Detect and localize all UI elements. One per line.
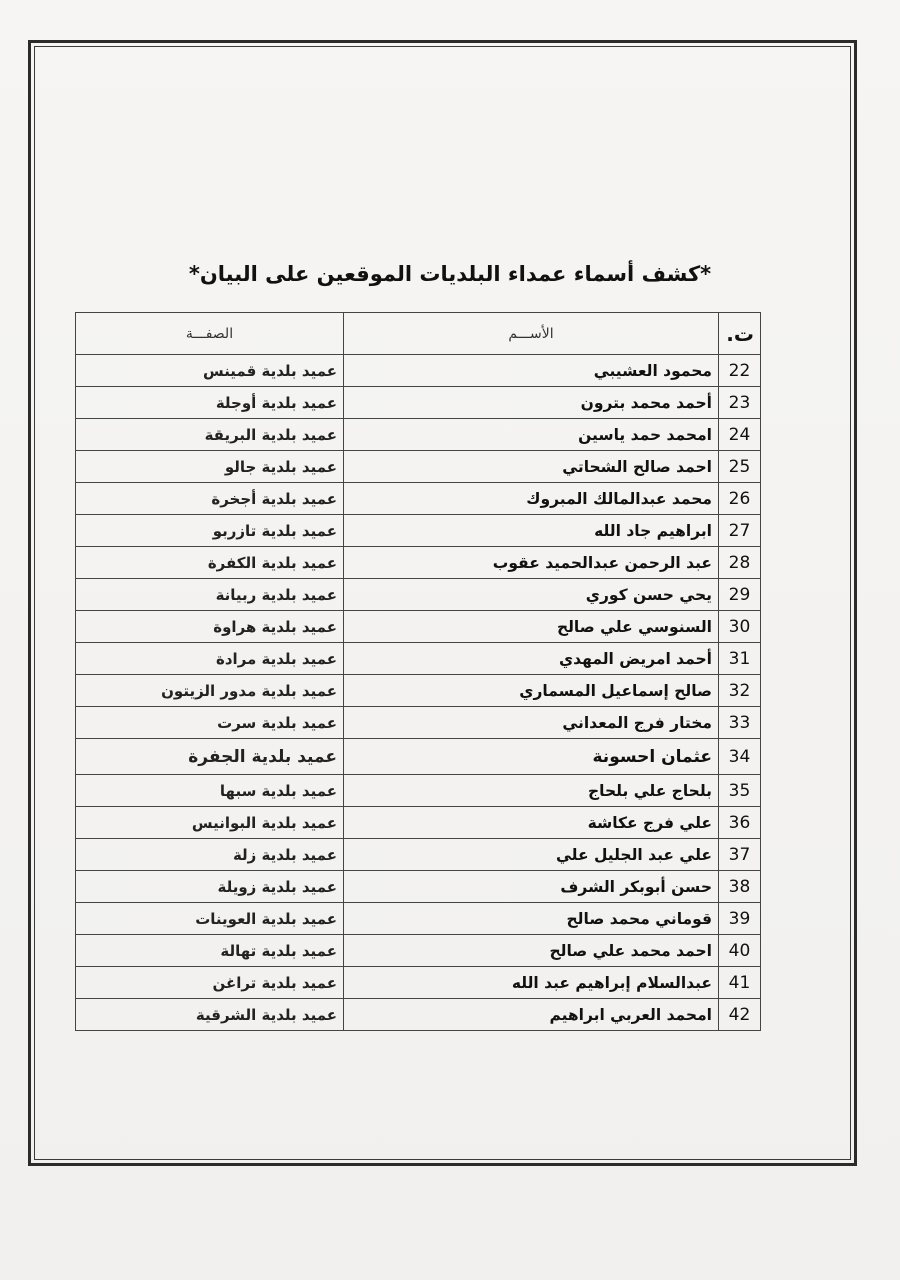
row-number: 25 bbox=[719, 451, 761, 483]
row-title: عميد بلدية سرت bbox=[76, 707, 344, 739]
row-name: حسن أبوبكر الشرف bbox=[344, 871, 719, 903]
row-title: عميد بلدية العوينات bbox=[76, 903, 344, 935]
row-title: عميد بلدية هراوة bbox=[76, 611, 344, 643]
row-title: عميد بلدية زلة bbox=[76, 839, 344, 871]
row-title: عميد بلدية الشرقية bbox=[76, 999, 344, 1031]
row-name: قوماني محمد صالح bbox=[344, 903, 719, 935]
row-number: 40 bbox=[719, 935, 761, 967]
row-number: 23 bbox=[719, 387, 761, 419]
row-number: 41 bbox=[719, 967, 761, 999]
table-row bbox=[76, 611, 761, 643]
table-row bbox=[76, 739, 761, 775]
row-number: 24 bbox=[719, 419, 761, 451]
table-row bbox=[76, 451, 761, 483]
row-name: بلحاج علي بلحاج bbox=[344, 775, 719, 807]
row-number: 32 bbox=[719, 675, 761, 707]
row-name: عثمان احسونة bbox=[344, 739, 719, 775]
table-row bbox=[76, 643, 761, 675]
row-title: عميد بلدية أوجلة bbox=[76, 387, 344, 419]
header-number: ت. bbox=[719, 313, 761, 355]
table-row bbox=[76, 483, 761, 515]
table-row bbox=[76, 515, 761, 547]
row-title: عميد بلدية تهالة bbox=[76, 935, 344, 967]
table-row bbox=[76, 419, 761, 451]
mayors-table bbox=[75, 312, 761, 1031]
table-body bbox=[76, 355, 761, 1031]
row-number: 37 bbox=[719, 839, 761, 871]
table-row bbox=[76, 871, 761, 903]
header-name: الأســـم bbox=[344, 313, 719, 355]
row-number: 27 bbox=[719, 515, 761, 547]
row-name: أحمد امريض المهدي bbox=[344, 643, 719, 675]
table-row bbox=[76, 935, 761, 967]
row-number: 34 bbox=[719, 739, 761, 775]
row-number: 31 bbox=[719, 643, 761, 675]
row-title: عميد بلدية البريقة bbox=[76, 419, 344, 451]
table-row bbox=[76, 903, 761, 935]
row-name: احمد صالح الشحاتي bbox=[344, 451, 719, 483]
table-row bbox=[76, 579, 761, 611]
row-number: 33 bbox=[719, 707, 761, 739]
row-title: عميد بلدية جالو bbox=[76, 451, 344, 483]
table-row bbox=[76, 839, 761, 871]
row-name: السنوسي علي صالح bbox=[344, 611, 719, 643]
row-title: عميد بلدية الجفرة bbox=[76, 739, 344, 775]
row-title: عميد بلدية مدور الزيتون bbox=[76, 675, 344, 707]
table-row bbox=[76, 999, 761, 1031]
row-title: عميد بلدية ربيانة bbox=[76, 579, 344, 611]
table-header-row bbox=[76, 313, 761, 355]
row-name: عبد الرحمن عبدالحميد عقوب bbox=[344, 547, 719, 579]
header-title: الصفـــة bbox=[76, 313, 344, 355]
table-row bbox=[76, 707, 761, 739]
row-title: عميد بلدية تازربو bbox=[76, 515, 344, 547]
row-number: 36 bbox=[719, 807, 761, 839]
table-row bbox=[76, 387, 761, 419]
row-number: 26 bbox=[719, 483, 761, 515]
row-title: عميد بلدية قمينس bbox=[76, 355, 344, 387]
row-number: 42 bbox=[719, 999, 761, 1031]
row-name: محمد عبدالمالك المبروك bbox=[344, 483, 719, 515]
row-number: 29 bbox=[719, 579, 761, 611]
table-row bbox=[76, 807, 761, 839]
row-title: عميد بلدية تراغن bbox=[76, 967, 344, 999]
table-row bbox=[76, 675, 761, 707]
table-row bbox=[76, 967, 761, 999]
row-name: ابراهيم جاد الله bbox=[344, 515, 719, 547]
row-name: علي فرج عكاشة bbox=[344, 807, 719, 839]
table-row bbox=[76, 547, 761, 579]
row-number: 22 bbox=[719, 355, 761, 387]
row-name: محمود العشيبي bbox=[344, 355, 719, 387]
row-name: امحمد العربي ابراهيم bbox=[344, 999, 719, 1031]
table-row bbox=[76, 355, 761, 387]
row-name: عبدالسلام إبراهيم عبد الله bbox=[344, 967, 719, 999]
row-number: 39 bbox=[719, 903, 761, 935]
row-number: 28 bbox=[719, 547, 761, 579]
row-title: عميد بلدية البوانيس bbox=[76, 807, 344, 839]
row-title: عميد بلدية أجخرة bbox=[76, 483, 344, 515]
row-title: عميد بلدية زويلة bbox=[76, 871, 344, 903]
row-title: عميد بلدية مرادة bbox=[76, 643, 344, 675]
row-name: صالح إسماعيل المسماري bbox=[344, 675, 719, 707]
row-number: 35 bbox=[719, 775, 761, 807]
row-title: عميد بلدية سبها bbox=[76, 775, 344, 807]
row-number: 38 bbox=[719, 871, 761, 903]
document-title: *كشف أسماء عمداء البلديات الموقعين على البيان* bbox=[188, 262, 712, 286]
table-row bbox=[76, 775, 761, 807]
row-name: أحمد محمد بترون bbox=[344, 387, 719, 419]
row-title: عميد بلدية الكفرة bbox=[76, 547, 344, 579]
row-name: مختار فرج المعداني bbox=[344, 707, 719, 739]
row-name: علي عبد الجليل علي bbox=[344, 839, 719, 871]
row-name: يحي حسن كوري bbox=[344, 579, 719, 611]
row-number: 30 bbox=[719, 611, 761, 643]
row-name: احمد محمد علي صالح bbox=[344, 935, 719, 967]
row-name: امحمد حمد ياسين bbox=[344, 419, 719, 451]
